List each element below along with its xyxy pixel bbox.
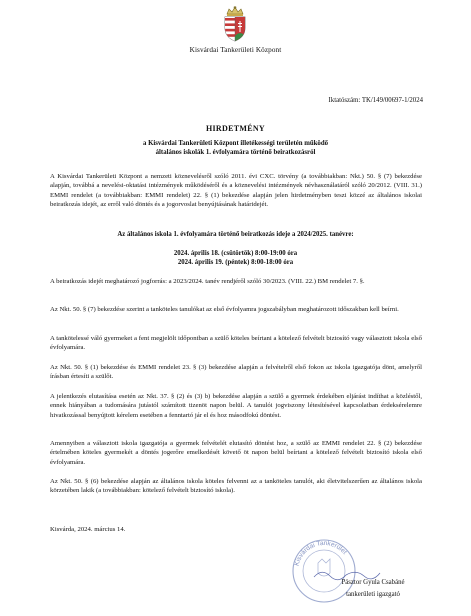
subtitle-line-2: általános iskolák 1. évfolyamára történő beiratkozásról [155, 149, 316, 157]
enrollment-date-1: 2024. április 18. (csütörtök) 8:00-19:00 óra [173, 250, 298, 257]
signatory-title: tankerületi igazgató [346, 591, 400, 598]
decision-paragraph: Az Nkt. 50. § (1) bekezdése és EMMI rendelet 23. § (3) bekezdése alapján a felvételről első fokon az iskola igazgatója dönt, amelyről írásban értesíti a szülőt. [50, 364, 422, 381]
appeal-paragraph: A jelentkezés elutasítása esetén az Nkt. 37. § (2) és (3) b) bekezdése alapján a szülő a gyermek érdekében eljárást indíthat a közléstől, ennek hiányában a tudomására jutástól számított tizenöt napon belül. A tanulói jogviszony létesítésével kapcsolatban érdeksérelemre hivatkozással benyújtott kérelem esetében a fenntartó jár el és hoz másodfokú döntést. [50, 393, 422, 419]
mandatory-school-paragraph: Az Nkt. 50. § (6) bekezdése alapján az általános iskola köteles felvenni az a tanköteles tanulót, aki életvitelszerűen az általános iskola körzetében lakik (a továbbiakban: kötelező felvételt biztosító iskola). [50, 478, 422, 495]
place-and-date: Kisvárda, 2024. március 14. [50, 526, 126, 533]
enrollment-rule-paragraph: Az Nkt. 50. § (7) bekezdése szerint a tanköteles tanulókat az első évfolyamra jogszabályban meghatározott időszakban kell beírni. [50, 306, 399, 313]
enrollment-date-2: 2024. április 19. (péntek) 8:00-18:00 óra [177, 259, 294, 266]
rejection-paragraph: Amennyiben a választott iskola igazgatója a gyermek felvételét elutasító döntést hoz, a szülő az EMMI rendelet 22. § (2) bekezdése értelmében köteles gyermekét a döntés jogerőre emelkedését követő öt napon belül beírtani a kötelező felvételt biztosító iskola első évfolyamára. [50, 440, 422, 466]
legal-source-paragraph: A beiratkozás idejét meghatározó jogforrás: a 2023/2024. tanév rendjéről szóló 30/2023. (VIII. 22.) BM rendelet 7. §. [50, 278, 365, 285]
signatory-name: Pásztor Gyula Csabáné [341, 579, 405, 586]
deadline-heading: Az általános iskola 1. évfolyamára történő beiratkozás ideje a 2024/2025. tanévre: [117, 231, 354, 238]
stamp-text: Kisvárdai Tankerület [293, 539, 348, 567]
hungarian-coat-of-arms-icon [218, 6, 252, 42]
subtitle-line-1: a Kisvárdai Tankerületi Központ illetékességi területén működő [142, 140, 329, 147]
reference-number: Iktatószám: TK/149/00697-1/2024 [328, 97, 423, 104]
document-subtitle [70, 139, 401, 157]
organization-name: Kisvárdai Tankerületi Központ [189, 46, 282, 54]
document-title: HIRDETMÉNY [205, 124, 265, 133]
parent-duty-paragraph: A tankötelessé váló gyermeket a fent megjelölt időpontban a szülő köteles beírtani a kötelező felvételt biztosító vagy választott iskola első évfolyamára. [50, 335, 422, 352]
intro-paragraph: A Kisvárdai Tankerületi Központ a nemzeti köznevelésről szóló 2011. évi CXC. törvény (a továbbiakban: Nkt.) 50. § (7) bekezdése alapján, továbbá a nevelési-oktatási intézmények működéséről és a köznevelési intézmények névhasználatáról szóló 20/2012. (VIII. 31.) EMMI rendelet (a továbbiakban: EMMI rendelet) 22. § (1) bekezdése alapján jelen hirdetményben teszi közzé az általános iskolai beiratkozás idejét, az erről való döntés és a jogorvoslat benyújtásának határidejét. [50, 173, 422, 209]
